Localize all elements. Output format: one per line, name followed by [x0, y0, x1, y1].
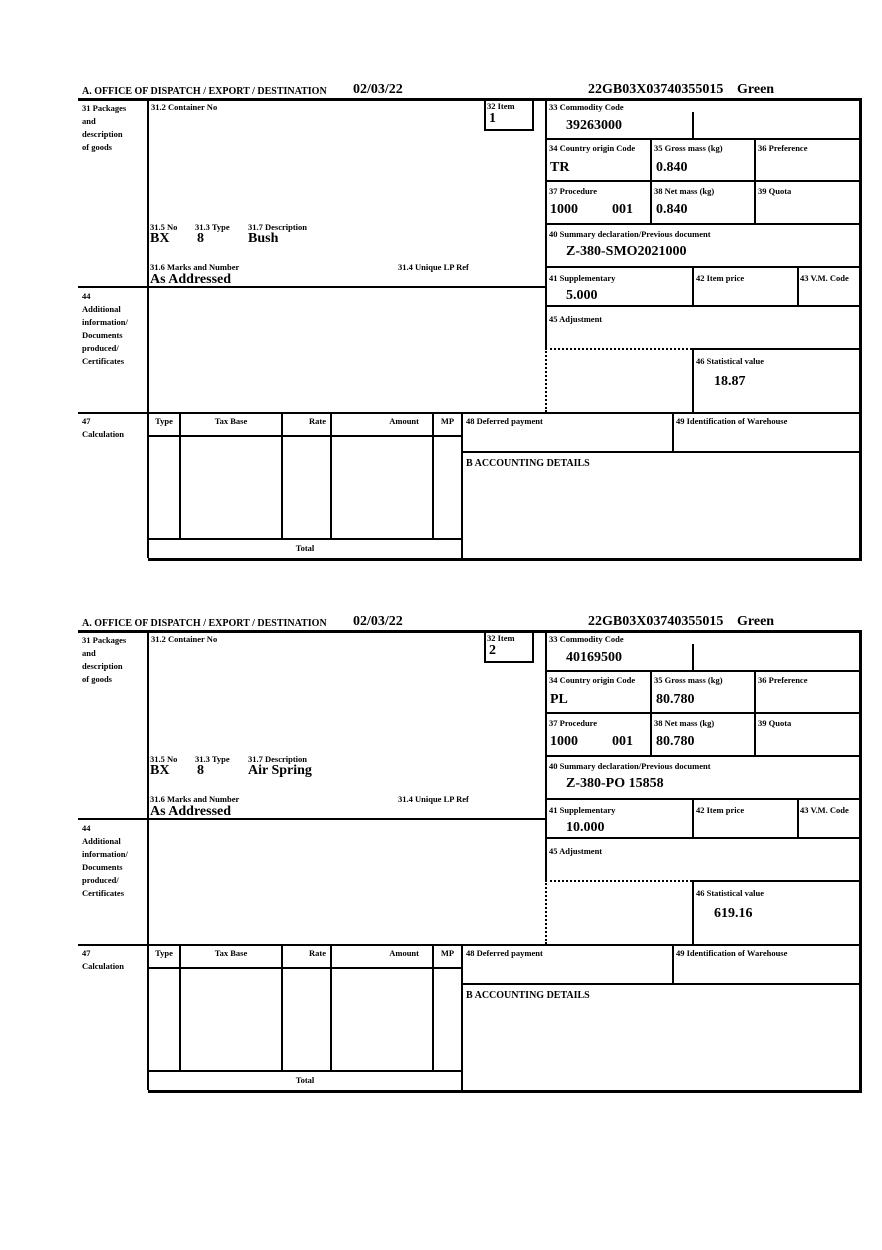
box44-label-line: produced/ [82, 875, 119, 885]
deferred-row-bottom-line [461, 983, 862, 985]
item-price-label: 42 Item price [696, 273, 745, 283]
calc-col-rate-header: Rate [309, 948, 326, 958]
summary-box-bottom-line [545, 266, 862, 268]
unique-lp-ref-label: 31.4 Unique LP Ref [398, 794, 469, 804]
box44-label-line: Certificates [82, 888, 125, 898]
vm-code-column-divider [797, 800, 799, 839]
net-mass-value: 0.840 [656, 202, 688, 217]
gross-mass-label: 35 Gross mass (kg) [654, 143, 723, 153]
statistical-box-top-line [692, 348, 862, 350]
procedure-code-value: 1000 [550, 734, 578, 749]
item-box-right-border [532, 630, 534, 661]
deferred-payment-label: 48 Deferred payment [466, 948, 543, 958]
quota-label: 39 Quota [758, 718, 792, 728]
procedure-code-value: 1000 [550, 202, 578, 217]
box31-label-line: and [82, 648, 96, 658]
type-column-line [179, 412, 181, 540]
box44-label-line: Documents [82, 862, 123, 872]
statistical-dotted-divider [545, 348, 547, 412]
item-number-value: 1 [489, 111, 496, 126]
commodity-code-label: 33 Commodity Code [549, 634, 624, 644]
supplementary-row-bottom-line [545, 837, 862, 839]
gross-mass-value: 0.840 [656, 160, 688, 175]
marks-number-label: 31.6 Marks and Number [150, 262, 240, 272]
mp-column-right-line [461, 944, 463, 1090]
routing-status: Green [737, 82, 775, 97]
package-type-label: 31.3 Type [195, 754, 230, 764]
box31-packages-label [82, 634, 126, 686]
calc-col-type-header: Type [155, 416, 173, 426]
section-bottom-border [148, 558, 862, 561]
statistical-box-left-line [692, 880, 694, 944]
declaration-reference: 22GB03X03740355015 [588, 614, 724, 629]
package-count-label: 31.5 No [150, 222, 178, 232]
packages-section-bottom-line [78, 818, 547, 820]
accounting-details-label: B ACCOUNTING DETAILS [466, 990, 590, 1001]
commodity-code-value: 40169500 [566, 650, 622, 665]
item-price-column-divider [692, 800, 694, 839]
dispatch-date: 02/03/22 [353, 614, 403, 629]
box44-additional-info-label [82, 290, 128, 368]
preference-label: 36 Preference [758, 143, 808, 153]
supplementary-units-value: 5.000 [566, 288, 598, 303]
package-count-value: BX [150, 231, 170, 246]
country-origin-label: 34 Country origin Code [549, 675, 636, 685]
net-mass-label: 38 Net mass (kg) [654, 718, 715, 728]
item-price-label: 42 Item price [696, 805, 745, 815]
box44-label-line: 44 [82, 823, 91, 833]
mp-column-right-line [461, 412, 463, 558]
package-type-value: 8 [197, 763, 204, 778]
vm-code-label: 43 V.M. Code [800, 805, 849, 815]
item-box-left-border [484, 630, 486, 663]
procedure-label: 37 Procedure [549, 718, 598, 728]
calc-header-bottom-line [148, 435, 462, 437]
box31-label-line: and [82, 116, 96, 126]
box31-label-line: of goods [82, 674, 112, 684]
calc-table-bottom-line [148, 1070, 462, 1072]
calc-col-taxbase-header: Tax Base [214, 948, 248, 958]
container-no-label: 31.2 Container No [151, 102, 218, 112]
taxbase-column-line [281, 944, 283, 1072]
preference-label: 36 Preference [758, 675, 808, 685]
rate-column-line [330, 412, 332, 540]
marks-number-value: As Addressed [150, 272, 232, 287]
statistical-value-label: 46 Statistical value [696, 888, 764, 898]
box44-label-line: Additional [82, 304, 121, 314]
packages-section-bottom-line [78, 286, 547, 288]
supplementary-units-label: 41 Supplementary [549, 805, 616, 815]
amount-column-line [432, 412, 434, 540]
warehouse-column-divider [672, 944, 674, 985]
net-mass-label: 38 Net mass (kg) [654, 186, 715, 196]
goods-description-value: Air Spring [248, 763, 312, 778]
box31-label-line: 31 Packages [82, 635, 127, 645]
marks-number-value: As Addressed [150, 804, 232, 819]
summary-declaration-label: 40 Summary declaration/Previous document [549, 761, 711, 771]
container-no-label: 31.2 Container No [151, 634, 218, 644]
commodity-code-separator-tick [692, 644, 694, 670]
item-box-bottom-border [484, 661, 534, 663]
statistical-box-top-line [692, 880, 862, 882]
country-origin-value: TR [550, 160, 570, 175]
dispatch-date: 02/03/22 [353, 82, 403, 97]
adjustment-dotted-line [545, 880, 692, 882]
taxbase-column-line [281, 412, 283, 540]
office-of-dispatch-label: A. OFFICE OF DISPATCH / EXPORT / DESTINATION [82, 86, 327, 97]
gross-mass-value: 80.780 [656, 692, 695, 707]
deferred-payment-label: 48 Deferred payment [466, 416, 543, 426]
commodity-box-bottom-line [545, 670, 862, 672]
supplementary-units-value: 10.000 [566, 820, 605, 835]
calc-total-label: Total [295, 543, 315, 553]
warehouse-id-label: 49 Identification of Warehouse [676, 416, 788, 426]
calc-col-mp-header: MP [440, 948, 455, 958]
country-origin-value: PL [550, 692, 568, 707]
procedure-subcode-value: 001 [612, 202, 633, 217]
statistical-value-label: 46 Statistical value [696, 356, 764, 366]
package-type-value: 8 [197, 231, 204, 246]
box44-label-line: Certificates [82, 356, 125, 366]
type-column-line [179, 944, 181, 1072]
section-top-border [78, 98, 862, 101]
label-column-divider [147, 98, 149, 558]
package-count-value: BX [150, 763, 170, 778]
procedure-row-bottom-line [545, 755, 862, 757]
box31-label-line: description [82, 129, 123, 139]
adjustment-label: 45 Adjustment [549, 314, 603, 324]
commodity-code-label: 33 Commodity Code [549, 102, 624, 112]
package-type-label: 31.3 Type [195, 222, 230, 232]
commodity-code-value: 39263000 [566, 118, 622, 133]
statistical-value-value: 619.16 [714, 906, 753, 921]
item-box-left-border [484, 98, 486, 131]
item-box-right-border [532, 98, 534, 129]
box47-label-line: 47 [82, 948, 91, 958]
box31-packages-label [82, 102, 126, 154]
amount-column-line [432, 944, 434, 1072]
summary-declaration-value: Z-380-PO 15858 [566, 776, 664, 791]
package-count-label: 31.5 No [150, 754, 178, 764]
calc-col-amount-header: Amount [389, 948, 419, 958]
marks-number-label: 31.6 Marks and Number [150, 794, 240, 804]
summary-box-bottom-line [545, 798, 862, 800]
calc-table-bottom-line [148, 538, 462, 540]
procedure-label: 37 Procedure [549, 186, 598, 196]
warehouse-id-label: 49 Identification of Warehouse [676, 948, 788, 958]
section-top-border [78, 630, 862, 633]
commodity-box-bottom-line [545, 138, 862, 140]
routing-status: Green [737, 614, 775, 629]
declaration-reference: 22GB03X03740355015 [588, 82, 724, 97]
supplementary-units-label: 41 Supplementary [549, 273, 616, 283]
calculation-section-top-line [78, 944, 862, 946]
item-number-label: 32 Item [487, 101, 515, 111]
box31-label-line: description [82, 661, 123, 671]
procedure-row-bottom-line [545, 223, 862, 225]
office-of-dispatch-label: A. OFFICE OF DISPATCH / EXPORT / DESTINATION [82, 618, 327, 629]
calc-total-label: Total [295, 1075, 315, 1085]
accounting-details-label: B ACCOUNTING DETAILS [466, 458, 590, 469]
calc-header-bottom-line [148, 967, 462, 969]
declaration-item-section [0, 82, 882, 592]
goods-description-value: Bush [248, 231, 279, 246]
declaration-item-section [0, 614, 882, 1124]
box31-label-line: of goods [82, 142, 112, 152]
box47-calculation-label [82, 415, 124, 441]
box31-label-line: 31 Packages [82, 103, 127, 113]
supplementary-row-bottom-line [545, 305, 862, 307]
section-right-border [859, 630, 862, 1093]
section-right-border [859, 98, 862, 561]
warehouse-column-divider [672, 412, 674, 453]
item-box-bottom-border [484, 129, 534, 131]
country-origin-label: 34 Country origin Code [549, 143, 636, 153]
box44-additional-info-label [82, 822, 128, 900]
box47-label-line: 47 [82, 416, 91, 426]
calc-col-type-header: Type [155, 948, 173, 958]
calc-col-taxbase-header: Tax Base [214, 416, 248, 426]
box44-label-line: Additional [82, 836, 121, 846]
summary-declaration-value: Z-380-SMO2021000 [566, 244, 687, 259]
unique-lp-ref-label: 31.4 Unique LP Ref [398, 262, 469, 272]
statistical-value-value: 18.87 [714, 374, 746, 389]
goods-description-label: 31.7 Description [248, 754, 308, 764]
procedure-subcode-value: 001 [612, 734, 633, 749]
vm-code-label: 43 V.M. Code [800, 273, 849, 283]
box44-label-line: information/ [82, 849, 128, 859]
calc-col-mp-header: MP [440, 416, 455, 426]
rate-column-line [330, 944, 332, 1072]
gross-mass-label: 35 Gross mass (kg) [654, 675, 723, 685]
box44-label-line: Documents [82, 330, 123, 340]
calc-col-amount-header: Amount [389, 416, 419, 426]
item-number-value: 2 [489, 643, 496, 658]
commodity-code-separator-tick [692, 112, 694, 138]
item-number-label: 32 Item [487, 633, 515, 643]
statistical-dotted-divider [545, 880, 547, 944]
box44-label-line: 44 [82, 291, 91, 301]
quota-label: 39 Quota [758, 186, 792, 196]
box47-label-line: Calculation [82, 429, 125, 439]
box44-label-line: information/ [82, 317, 128, 327]
statistical-box-left-line [692, 348, 694, 412]
calc-col-rate-header: Rate [309, 416, 326, 426]
vm-code-column-divider [797, 268, 799, 307]
item-price-column-divider [692, 268, 694, 307]
deferred-row-bottom-line [461, 451, 862, 453]
label-column-divider [147, 630, 149, 1090]
section-bottom-border [148, 1090, 862, 1093]
box47-calculation-label [82, 947, 124, 973]
calculation-section-top-line [78, 412, 862, 414]
adjustment-dotted-line [545, 348, 692, 350]
origin-row-bottom-line [545, 712, 862, 714]
origin-row-bottom-line [545, 180, 862, 182]
box47-label-line: Calculation [82, 961, 125, 971]
box44-label-line: produced/ [82, 343, 119, 353]
goods-description-label: 31.7 Description [248, 222, 308, 232]
summary-declaration-label: 40 Summary declaration/Previous document [549, 229, 711, 239]
net-mass-value: 80.780 [656, 734, 695, 749]
adjustment-label: 45 Adjustment [549, 846, 603, 856]
